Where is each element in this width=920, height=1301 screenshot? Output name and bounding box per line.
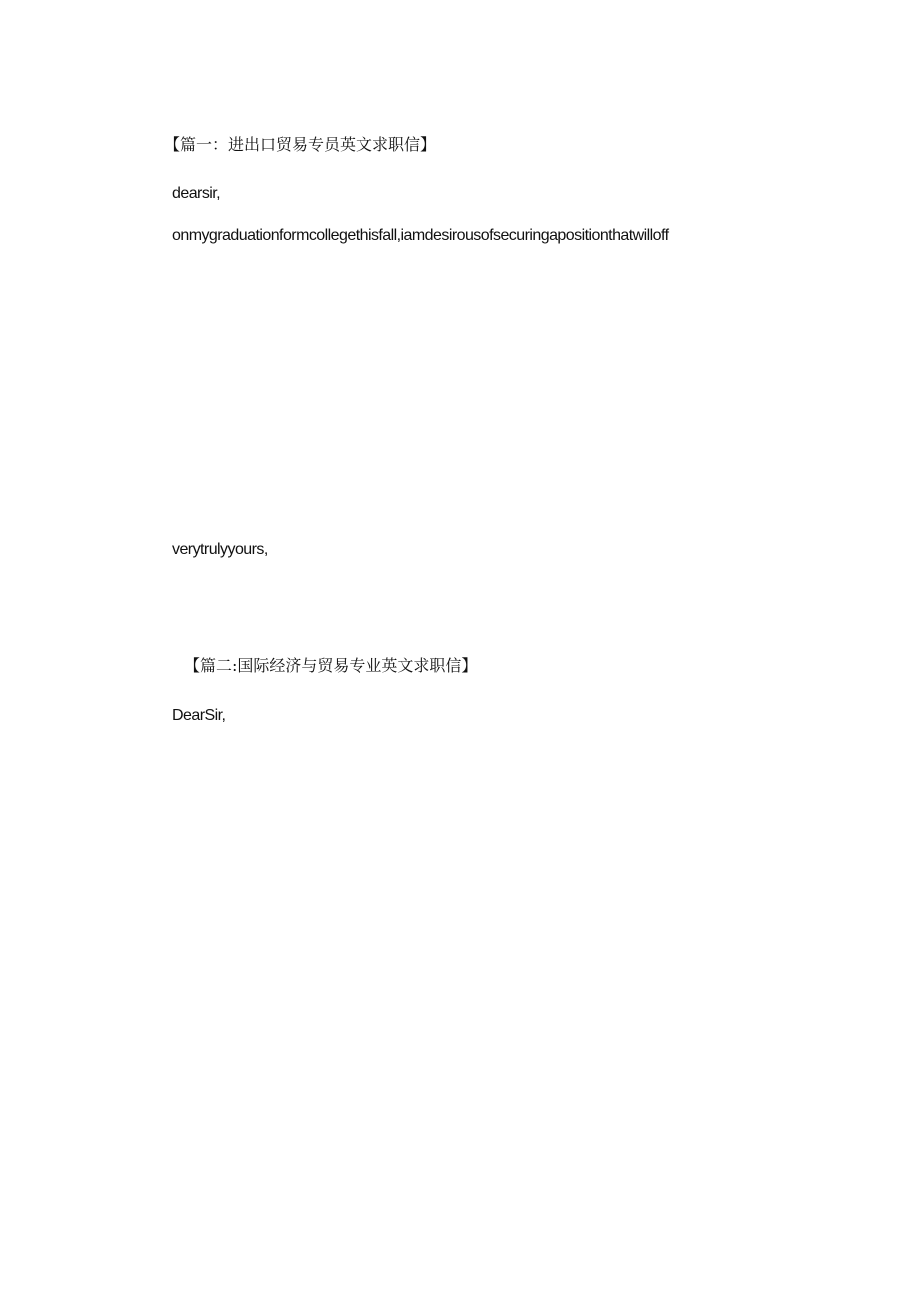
section-2-heading: 【篇二:国际经济与贸易专业英文求职信】 <box>184 656 478 675</box>
paragraph-line: onmygraduationformcollegethisfall,iamdesirousofsecuringapositionthatwilloff <box>172 227 669 244</box>
section-1-salutation: dearsir, <box>172 185 221 202</box>
section-1-closing: verytrulyyours, <box>172 541 268 558</box>
section-1-heading: 【篇一：进出口贸易专员英文求职信】 <box>164 135 437 154</box>
section-2-salutation: DearSir, <box>172 707 226 724</box>
